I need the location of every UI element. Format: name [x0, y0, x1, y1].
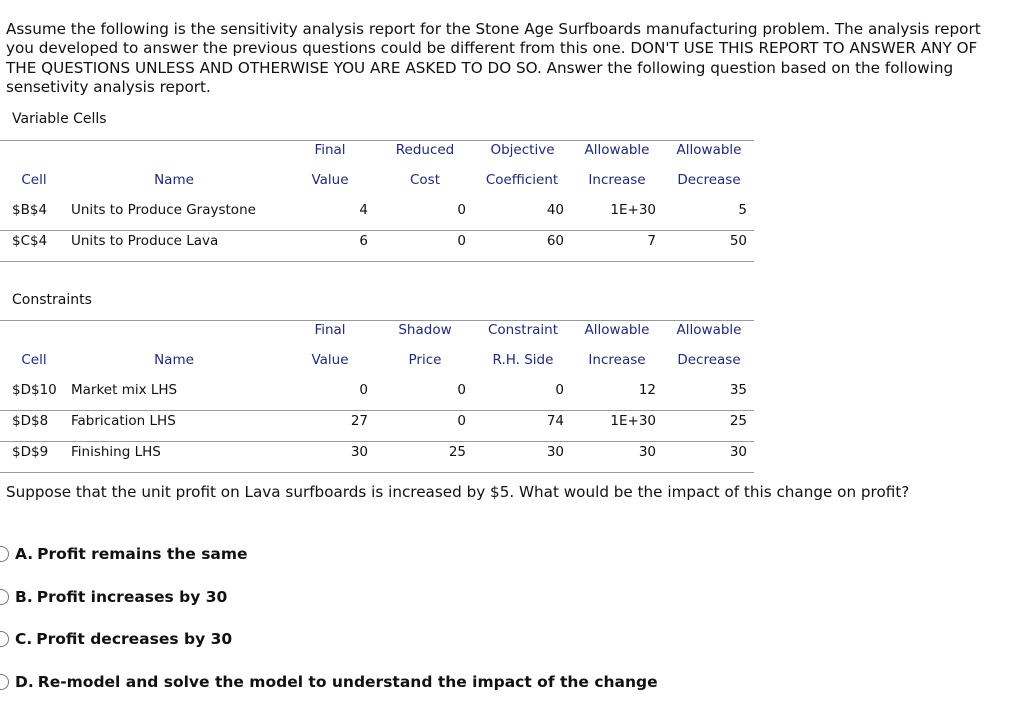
header-shadow: Shadow [398, 322, 452, 338]
con-row3-inc: 30 [638, 444, 656, 460]
con-row3-dec: 30 [729, 444, 747, 460]
con-row2-rhs: 74 [546, 413, 564, 429]
con-row1-cell: $D$10 [12, 382, 57, 398]
header-final: Final [314, 142, 346, 158]
radio-circle-icon[interactable] [0, 674, 9, 690]
vc-row1-name: Units to Produce Graystone [71, 202, 256, 218]
option-b[interactable] [0, 587, 227, 607]
option-c[interactable] [0, 629, 232, 649]
con-row1-name: Market mix LHS [71, 382, 178, 398]
row-divider [0, 441, 754, 442]
con-row1-final: 0 [359, 382, 368, 398]
header-objective: Objective [490, 142, 555, 158]
vc-row1-reduced: 0 [457, 202, 466, 218]
option-text: Re-model and solve the model to understand the impact of the change [37, 673, 658, 691]
option-a[interactable] [0, 544, 248, 564]
vc-row2-inc: 7 [647, 233, 656, 249]
vc-row1-inc: 1E+30 [610, 202, 656, 218]
radio-circle-icon[interactable] [0, 631, 9, 647]
header-name: Name [154, 352, 194, 368]
con-row3-cell: $D$9 [12, 444, 49, 460]
header-reduced: Reduced [395, 142, 455, 158]
header-cost: Cost [409, 172, 440, 188]
vc-row2-coef: 60 [546, 233, 564, 249]
header-increase: Increase [588, 172, 646, 188]
option-letter: A. [15, 545, 34, 563]
row-divider [0, 230, 754, 231]
option-text: Profit increases by 30 [36, 588, 228, 606]
header-name: Name [154, 172, 194, 188]
variable-cells-title: Variable Cells [12, 111, 107, 127]
vc-row2-dec: 50 [729, 233, 747, 249]
vc-row1-final: 4 [359, 202, 368, 218]
header-allowable-dec: Allowable [676, 142, 742, 158]
con-row3-shadow: 25 [448, 444, 466, 460]
vc-row2-cell: $C$4 [12, 233, 48, 249]
con-row3-name: Finishing LHS [71, 444, 161, 460]
con-row3-final: 30 [350, 444, 368, 460]
header-cell: Cell [21, 352, 47, 368]
header-coefficient: Coefficient [485, 172, 559, 188]
header-allowable-inc: Allowable [584, 142, 650, 158]
table-bottom-rule [0, 472, 754, 473]
vc-row2-final: 6 [359, 233, 368, 249]
con-row1-inc: 12 [638, 382, 656, 398]
intro-text: Assume the following is the sensitivity analysis report for the Stone Age Surfboards manufacturing problem. The analysis report you developed to answer the previous questions could be different from this one. DON'T USE THIS REPORT TO ANSWER ANY OF THE QUESTIONS UNLESS AND OTHERWISE YOU ARE ASKED TO DO SO. Answer the following question based on the following sensetivity analysis report. [6, 20, 981, 96]
con-row2-name: Fabrication LHS [71, 413, 176, 429]
header-rh-side: R.H. Side [492, 352, 554, 368]
header-final: Final [314, 322, 346, 338]
vc-row1-coef: 40 [546, 202, 564, 218]
con-row3-rhs: 30 [546, 444, 564, 460]
con-row2-dec: 25 [729, 413, 747, 429]
header-value: Value [311, 172, 349, 188]
table-top-rule [0, 140, 754, 141]
header-price: Price [408, 352, 442, 368]
radio-circle-icon[interactable] [0, 589, 9, 605]
vc-row2-name: Units to Produce Lava [71, 233, 219, 249]
con-row1-shadow: 0 [457, 382, 466, 398]
con-row2-cell: $D$8 [12, 413, 49, 429]
row-divider [0, 410, 754, 411]
option-text: Profit remains the same [37, 545, 248, 563]
header-decrease: Decrease [677, 172, 741, 188]
con-row2-final: 27 [350, 413, 368, 429]
option-letter: D. [15, 673, 34, 691]
header-allowable-dec: Allowable [676, 322, 742, 338]
header-constraint: Constraint [488, 322, 558, 338]
option-d[interactable] [0, 672, 658, 692]
con-row2-inc: 1E+30 [610, 413, 656, 429]
header-cell: Cell [21, 172, 47, 188]
vc-row1-cell: $B$4 [12, 202, 48, 218]
vc-row2-reduced: 0 [457, 233, 466, 249]
header-value: Value [311, 352, 349, 368]
option-letter: B. [15, 588, 33, 606]
vc-row1-dec: 5 [738, 202, 747, 218]
con-row1-dec: 35 [729, 382, 747, 398]
con-row2-shadow: 0 [457, 413, 466, 429]
header-allowable-inc: Allowable [584, 322, 650, 338]
con-row1-rhs: 0 [555, 382, 564, 398]
option-letter: C. [15, 630, 33, 648]
table-bottom-rule [0, 261, 754, 262]
option-text: Profit decreases by 30 [36, 630, 233, 648]
header-decrease: Decrease [677, 352, 741, 368]
header-increase: Increase [588, 352, 646, 368]
constraints-title: Constraints [12, 292, 92, 308]
table-top-rule [0, 320, 754, 321]
radio-circle-icon[interactable] [0, 546, 9, 562]
question-text: Suppose that the unit profit on Lava surfboards is increased by $5. What would be the impact of this change on profit? [6, 483, 910, 501]
